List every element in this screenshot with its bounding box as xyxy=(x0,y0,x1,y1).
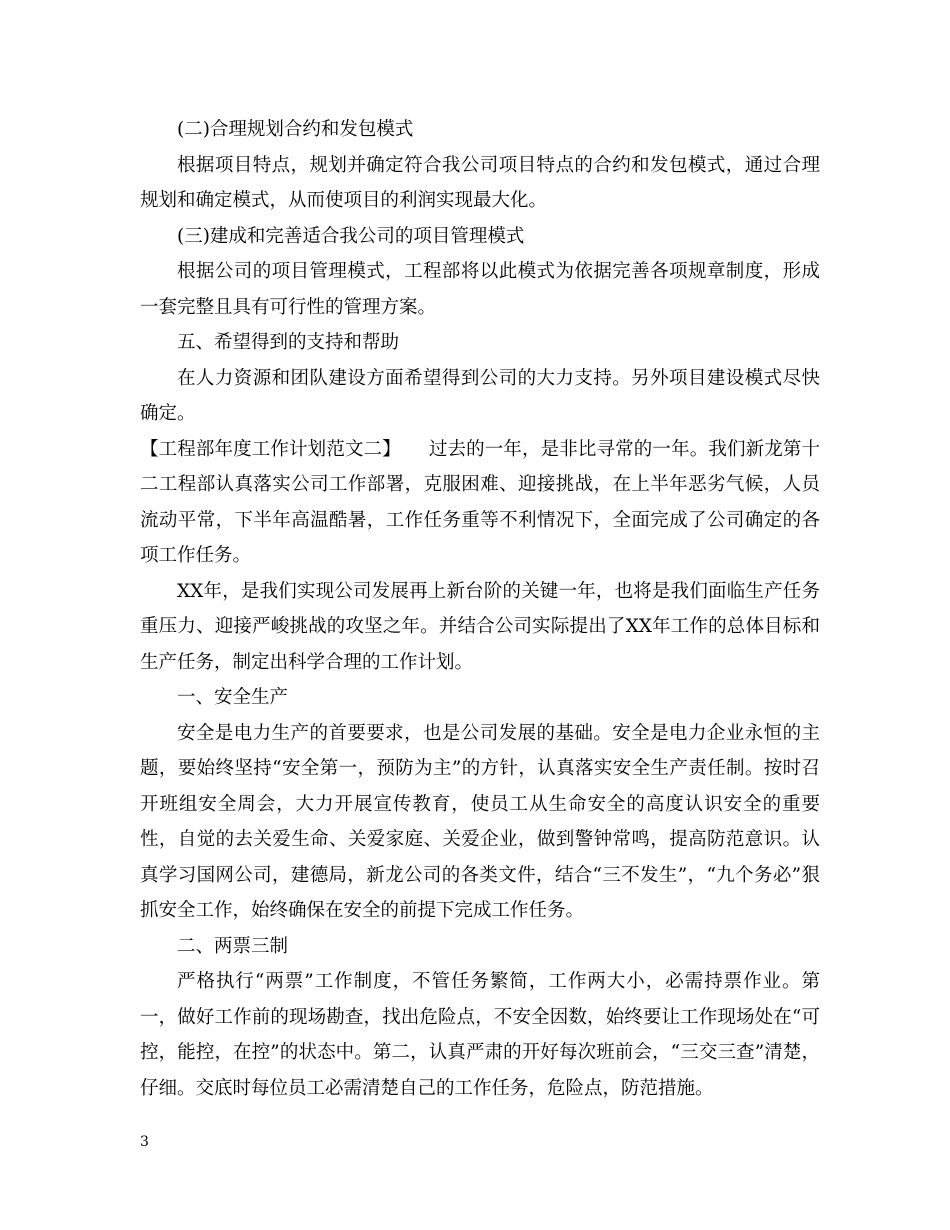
page-number: 3 xyxy=(140,1134,149,1150)
paragraph-10: 安全是电力生产的首要要求，也是公司发展的基础。安全是电力企业永恒的主题，要始终坚持“安全第一，预防为主”的方针，认真落实安全生产责任制。按时召开班组安全周会，大力开展宣传教育，使员工从生命安全的高度认识安全的重要性，自觉的去关爱生命、关爱家庭、关爱企业，做到警钟常鸣，提高防范意识。认真学习国网公司，建德局，新龙公司的各类文件，结合“三不发生”，“九个务必”狠抓安全工作，始终确保在安全的前提下完成工作任务。 xyxy=(140,722,820,921)
paragraph-11: 二、两票三制 xyxy=(177,935,289,957)
paragraph-12: 严格执行“两票”工作制度，不管任务繁简，工作两大小，必需持票作业。第一，做好工作前的现场勘查，找出危险点，不安全因数，始终要让工作现场处在“可控，能控，在控”的状态中。第二，认真严肃的开好每次班前会，“三交三查”清楚，仔细。交底时每位员工必需清楚自己的工作任务，危险点，防范措施。 xyxy=(140,971,820,1099)
paragraph-9: 一、安全生产 xyxy=(177,687,289,708)
paragraph-5: 五、希望得到的支持和帮助 xyxy=(177,332,400,353)
paragraph-3: (三)建成和完善适合我公司的项目管理模式 xyxy=(177,225,525,247)
paragraph-6: 在人力资源和团队建设方面希望得到公司的大力支持。另外项目建设模式尽快确定。 xyxy=(140,367,820,424)
paragraph-8: XX年，是我们实现公司发展再上新台阶的关键一年，也将是我们面临生产任务重压力、迎接严峻挑战的攻坚之年。并结合公司实际提出了XX年工作的总体目标和生产任务，制定出科学合理的工作计划。 xyxy=(140,580,820,673)
document-body xyxy=(140,112,820,1106)
paragraph-4: 根据公司的项目管理模式，工程部将以此模式为依据完善各项规章制度，形成一套完整且具有可行性的管理方案。 xyxy=(140,261,820,318)
paragraph-2: 根据项目特点，规划并确定符合我公司项目特点的合约和发包模式，通过合理规划和确定模式，从而使项目的利润实现最大化。 xyxy=(140,154,820,211)
paragraph-7: 【工程部年度工作计划范文二】 过去的一年，是非比寻常的一年。我们新龙第十二工程部认真落实公司工作部署，克服困难、迎接挑战，在上半年恶劣气候，人员流动平常，下半年高温酷暑，工作任务重等不利情况下，全面完成了公司确定的各项工作任务。 xyxy=(140,438,820,566)
paragraph-1: (二)合理规划合约和发包模式 xyxy=(177,119,414,140)
